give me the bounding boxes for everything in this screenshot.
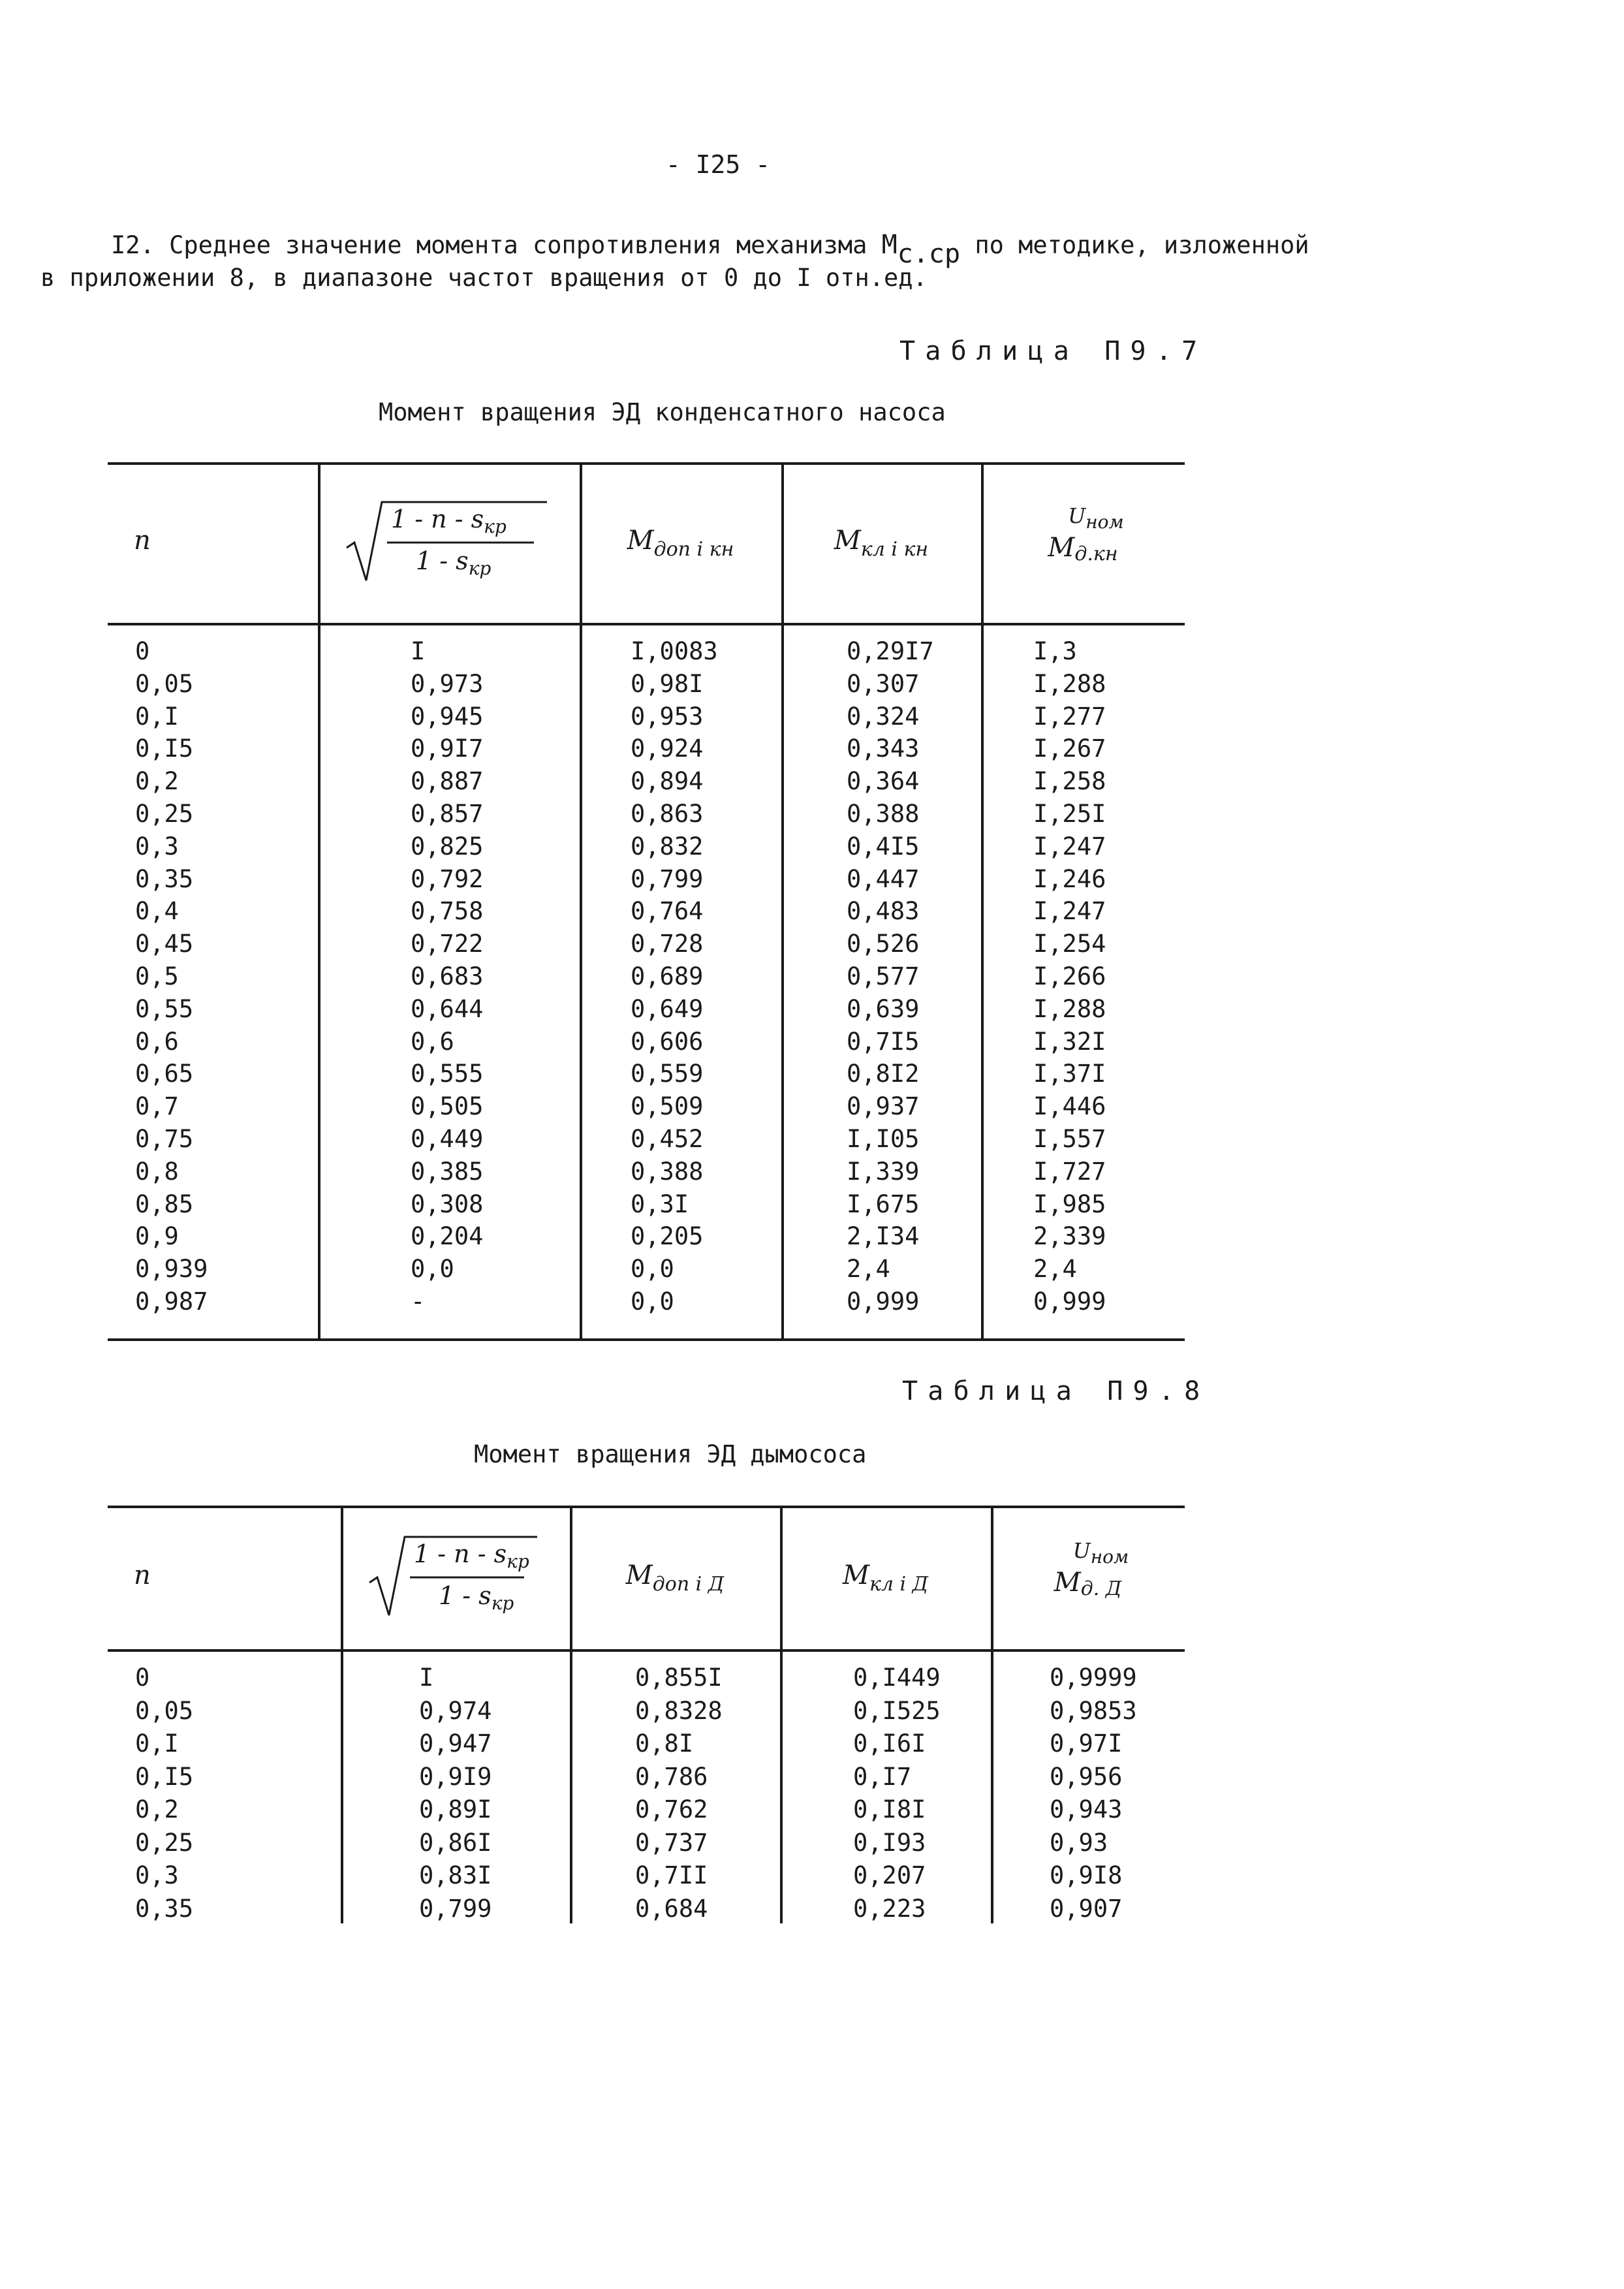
table-cell: 0,I93 bbox=[853, 1828, 926, 1857]
table-cell: I,258 bbox=[1033, 767, 1106, 796]
header-m-d-main bbox=[981, 533, 1185, 565]
table-cell: 0,832 bbox=[631, 832, 704, 860]
header-m-d-subscript: д.кн bbox=[1074, 543, 1118, 565]
header-m-kl-symbol: M bbox=[834, 526, 861, 556]
table-column-divider bbox=[580, 462, 582, 1341]
sqrt-numerator-subscript: кр bbox=[507, 1551, 529, 1572]
table-cell: I,32I bbox=[1033, 1027, 1106, 1056]
table-cell: 0,3I bbox=[631, 1190, 689, 1218]
paragraph-line-2: в приложении 8, в диапазоне частот вращения от 0 до I отн.ед. bbox=[40, 264, 928, 292]
table-cell: 0,75 bbox=[135, 1125, 194, 1153]
table-cell: I,247 bbox=[1033, 832, 1106, 860]
table2-caption: Таблица П9.8 bbox=[902, 1376, 1210, 1406]
table-cell: 0,483 bbox=[847, 897, 920, 926]
table-cell: 0,35 bbox=[135, 1894, 194, 1923]
table-cell: I,254 bbox=[1033, 930, 1106, 958]
table-cell: 0,684 bbox=[635, 1894, 708, 1923]
table-cell: 0,324 bbox=[847, 702, 920, 731]
header-m-dop-subscript: доп i Д bbox=[652, 1573, 725, 1596]
table-cell: 0,7II bbox=[635, 1861, 708, 1889]
header-u-nom bbox=[981, 503, 1185, 533]
sqrt-numerator-subscript: кр bbox=[484, 516, 507, 537]
header-u-symbol: U bbox=[1072, 1538, 1091, 1563]
table-cell: I,I05 bbox=[847, 1125, 920, 1153]
sqrt-denominator-text: 1 - s bbox=[416, 546, 469, 575]
table-cell: 0,447 bbox=[847, 864, 920, 893]
table-cell: I bbox=[411, 637, 426, 665]
table1 bbox=[108, 462, 1185, 1341]
table-cell: 0,308 bbox=[411, 1190, 484, 1218]
sqrt-denominator-subscript: кр bbox=[491, 1592, 514, 1614]
sqrt-denominator bbox=[416, 546, 491, 579]
table-cell: 0,887 bbox=[411, 767, 484, 796]
header-m-d-symbol: M bbox=[1054, 1568, 1081, 1598]
table-cell: I,985 bbox=[1033, 1190, 1106, 1218]
header-n: n bbox=[134, 526, 151, 556]
table-cell: 0,857 bbox=[411, 800, 484, 828]
table-cell: I,675 bbox=[847, 1190, 920, 1218]
table-cell: 0,307 bbox=[847, 669, 920, 698]
table-cell: 0,86I bbox=[419, 1828, 492, 1857]
table-cell: 0,364 bbox=[847, 767, 920, 796]
table-cell: 0,0 bbox=[631, 1287, 674, 1316]
table-cell: 0,606 bbox=[631, 1027, 704, 1056]
table-cell: 0,2 bbox=[135, 767, 179, 796]
table-cell: I,446 bbox=[1033, 1092, 1106, 1121]
table-cell: 0,722 bbox=[411, 930, 484, 958]
table-cell: 2,4 bbox=[1033, 1255, 1077, 1284]
table-cell: 0,97I bbox=[1050, 1729, 1123, 1758]
table-column-divider bbox=[341, 1506, 343, 1923]
header-m-dop bbox=[580, 526, 781, 561]
table-cell: 0,9I7 bbox=[411, 734, 484, 763]
table-cell: I,288 bbox=[1033, 669, 1106, 698]
table-cell: 0,9 bbox=[135, 1222, 179, 1251]
table-cell: 0,974 bbox=[419, 1696, 492, 1725]
table-cell: 0,5 bbox=[135, 962, 179, 990]
table-cell: 0,449 bbox=[411, 1125, 484, 1153]
table-cell: 0,I6I bbox=[853, 1729, 926, 1758]
table-cell: 0,792 bbox=[411, 864, 484, 893]
header-m-kl-subscript: кл i Д bbox=[869, 1573, 929, 1596]
table-top-rule bbox=[108, 1506, 1185, 1508]
table-cell: 0,3 bbox=[135, 832, 179, 860]
table-cell: 0 bbox=[135, 1664, 150, 1692]
header-m-d-symbol: M bbox=[1048, 533, 1075, 563]
table-cell: 0,639 bbox=[847, 994, 920, 1023]
table-cell: 0,I449 bbox=[853, 1664, 941, 1692]
table-cell: 0,943 bbox=[1050, 1795, 1123, 1823]
header-m-kl-symbol: M bbox=[842, 1560, 869, 1590]
sqrt-numerator bbox=[391, 505, 507, 537]
table-cell: I,557 bbox=[1033, 1125, 1106, 1153]
table-cell: 0,89I bbox=[419, 1795, 492, 1823]
table-cell: I,246 bbox=[1033, 864, 1106, 893]
header-m-kl-subscript: кл i кн bbox=[860, 538, 929, 561]
table-top-rule bbox=[108, 462, 1185, 465]
table-cell: 0,559 bbox=[631, 1060, 704, 1088]
table-column-divider bbox=[781, 462, 784, 1341]
table-cell: 0,939 bbox=[135, 1255, 208, 1284]
table-cell: 0,577 bbox=[847, 962, 920, 990]
table-cell: 0,6 bbox=[411, 1027, 454, 1056]
page-number: - I25 - bbox=[665, 150, 771, 179]
table-cell: 0,4I5 bbox=[847, 832, 920, 860]
table-cell: I,288 bbox=[1033, 994, 1106, 1023]
table-cell: 0,509 bbox=[631, 1092, 704, 1121]
table-cell: 2,4 bbox=[847, 1255, 890, 1284]
table-cell: 0,9I8 bbox=[1050, 1861, 1123, 1889]
table1-caption: Таблица П9.7 bbox=[899, 336, 1208, 366]
table-cell: 0,855I bbox=[635, 1664, 723, 1692]
header-m-dop-symbol: M bbox=[627, 526, 654, 556]
table-cell: 0,7I5 bbox=[847, 1027, 920, 1056]
table-cell: 0,8 bbox=[135, 1157, 179, 1186]
table-cell: 0,825 bbox=[411, 832, 484, 860]
table-cell: 0,83I bbox=[419, 1861, 492, 1889]
table-cell: 0,8328 bbox=[635, 1696, 723, 1725]
table-cell: 0,799 bbox=[631, 864, 704, 893]
table-cell: 0,452 bbox=[631, 1125, 704, 1153]
header-m-d-subscript: д. Д bbox=[1080, 1577, 1122, 1600]
table-cell: 0,764 bbox=[631, 897, 704, 926]
table-cell: 0,987 bbox=[135, 1287, 208, 1316]
table-cell: 0,953 bbox=[631, 702, 704, 731]
header-sqrt-formula bbox=[367, 1532, 544, 1623]
table-cell: 0,907 bbox=[1050, 1894, 1123, 1923]
table-cell: I,277 bbox=[1033, 702, 1106, 731]
table-cell: 0,I7 bbox=[853, 1762, 912, 1791]
table-cell: 0,29I7 bbox=[847, 637, 934, 665]
header-m-dop-subscript: доп i кн bbox=[653, 538, 734, 561]
table-cell: 0,207 bbox=[853, 1861, 926, 1889]
table2 bbox=[108, 1506, 1185, 1923]
header-m-d bbox=[981, 503, 1185, 565]
header-n: n bbox=[134, 1560, 151, 1590]
header-m-kl bbox=[780, 1560, 991, 1596]
table-cell: I,3 bbox=[1033, 637, 1077, 665]
paragraph-text-after: по методике, изложенной bbox=[960, 231, 1309, 259]
table-cell: 0,505 bbox=[411, 1092, 484, 1121]
table-cell: 0,683 bbox=[411, 962, 484, 990]
table-cell: 0,388 bbox=[847, 800, 920, 828]
table-cell: 0,I bbox=[135, 702, 179, 731]
table-cell: 0,4 bbox=[135, 897, 179, 926]
table-cell: 0,786 bbox=[635, 1762, 708, 1791]
table-cell: 0,999 bbox=[1033, 1287, 1106, 1316]
header-m-dop bbox=[570, 1560, 780, 1596]
table-cell: 0,388 bbox=[631, 1157, 704, 1186]
table-cell: 0,644 bbox=[411, 994, 484, 1023]
paragraph-text-before: I2. Среднее значение момента сопротивления механизма bbox=[111, 231, 882, 259]
table-cell: 0,I525 bbox=[853, 1696, 941, 1725]
table-cell: 0,204 bbox=[411, 1222, 484, 1251]
torque-symbol-subscript: с.ср bbox=[897, 239, 961, 269]
table-cell: 0,9I9 bbox=[419, 1762, 492, 1791]
table-header-rule bbox=[108, 623, 1185, 625]
table-cell: 0,35 bbox=[135, 864, 194, 893]
table-cell: 0,758 bbox=[411, 897, 484, 926]
table-cell: 0,689 bbox=[631, 962, 704, 990]
table-cell: I,25I bbox=[1033, 800, 1106, 828]
table-cell: 0,762 bbox=[635, 1795, 708, 1823]
table-cell: - bbox=[411, 1287, 426, 1316]
table-cell: 0,I bbox=[135, 1729, 179, 1758]
table-cell: 0,I5 bbox=[135, 1762, 194, 1791]
header-m-dop-symbol: M bbox=[625, 1560, 653, 1590]
table-cell: I bbox=[419, 1664, 434, 1692]
table-cell: 0,55 bbox=[135, 994, 194, 1023]
table-cell: 0,9999 bbox=[1050, 1664, 1137, 1692]
table-cell: 0,45 bbox=[135, 930, 194, 958]
header-m-kl bbox=[781, 526, 981, 561]
sqrt-numerator-text: 1 - n - s bbox=[414, 1539, 507, 1568]
table-cell: I,266 bbox=[1033, 962, 1106, 990]
table-cell: 0,737 bbox=[635, 1828, 708, 1857]
table-cell: 0,385 bbox=[411, 1157, 484, 1186]
sqrt-numerator-text: 1 - n - s bbox=[391, 505, 484, 533]
table-cell: 0,205 bbox=[631, 1222, 704, 1251]
table-cell: 0,728 bbox=[631, 930, 704, 958]
table-cell: 0,894 bbox=[631, 767, 704, 796]
table-cell: I,727 bbox=[1033, 1157, 1106, 1186]
header-m-d-main bbox=[991, 1568, 1185, 1600]
table-column-divider bbox=[318, 462, 320, 1341]
table-cell: 2,I34 bbox=[847, 1222, 920, 1251]
table-cell: 0,05 bbox=[135, 669, 194, 698]
table-cell: 0,93 bbox=[1050, 1828, 1108, 1857]
table-cell: 0,9853 bbox=[1050, 1696, 1137, 1725]
header-sqrt-formula bbox=[344, 497, 554, 588]
table-cell: 0,526 bbox=[847, 930, 920, 958]
paragraph-line-1 bbox=[111, 230, 1309, 269]
table-cell: 0,924 bbox=[631, 734, 704, 763]
table-cell: 0,7 bbox=[135, 1092, 179, 1121]
table-cell: 0,98I bbox=[631, 669, 704, 698]
sqrt-numerator bbox=[414, 1539, 529, 1572]
table-cell: 0,05 bbox=[135, 1696, 194, 1725]
table-cell: I,339 bbox=[847, 1157, 920, 1186]
table-cell: 0,947 bbox=[419, 1729, 492, 1758]
table-cell: 0,799 bbox=[419, 1894, 492, 1923]
table-cell: 0,8I bbox=[635, 1729, 694, 1758]
table-cell: 0,555 bbox=[411, 1060, 484, 1088]
table-cell: 0,0 bbox=[411, 1255, 454, 1284]
table-cell: 0,8I2 bbox=[847, 1060, 920, 1088]
table-cell: 0,85 bbox=[135, 1190, 194, 1218]
table-cell: 0,25 bbox=[135, 800, 194, 828]
table-cell: I,247 bbox=[1033, 897, 1106, 926]
table-column-divider bbox=[981, 462, 984, 1341]
table-cell: 0,937 bbox=[847, 1092, 920, 1121]
header-u-nom bbox=[991, 1538, 1185, 1568]
table-cell: 0,3 bbox=[135, 1861, 179, 1889]
table-cell: I,0083 bbox=[631, 637, 718, 665]
table-cell: 0,863 bbox=[631, 800, 704, 828]
sqrt-denominator-subscript: кр bbox=[468, 558, 492, 579]
table-cell: 0,6 bbox=[135, 1027, 179, 1056]
table-cell: 0,343 bbox=[847, 734, 920, 763]
header-u-subscript: ном bbox=[1085, 511, 1124, 533]
table-cell: 0,I5 bbox=[135, 734, 194, 763]
table-cell: 0,2 bbox=[135, 1795, 179, 1823]
table2-title: Момент вращения ЭД дымососа bbox=[474, 1440, 867, 1468]
table-cell: 0 bbox=[135, 637, 150, 665]
sqrt-denominator bbox=[439, 1581, 514, 1614]
header-u-subscript: ном bbox=[1090, 1546, 1129, 1568]
table-cell: I,37I bbox=[1033, 1060, 1106, 1088]
table-cell: 0,25 bbox=[135, 1828, 194, 1857]
table-cell: 0,65 bbox=[135, 1060, 194, 1088]
table-header-rule bbox=[108, 1649, 1185, 1652]
table-cell: 0,956 bbox=[1050, 1762, 1123, 1791]
table-cell: 0,223 bbox=[853, 1894, 926, 1923]
table-bottom-rule bbox=[108, 1338, 1185, 1341]
table-cell: 0,999 bbox=[847, 1287, 920, 1316]
table-cell: 0,973 bbox=[411, 669, 484, 698]
header-m-d bbox=[991, 1538, 1185, 1600]
torque-symbol: M bbox=[881, 230, 898, 260]
table-cell: 0,0 bbox=[631, 1255, 674, 1284]
table-cell: I,267 bbox=[1033, 734, 1106, 763]
sqrt-denominator-text: 1 - s bbox=[439, 1581, 492, 1610]
table-cell: 0,I8I bbox=[853, 1795, 926, 1823]
table1-title: Момент вращения ЭД конденсатного насоса bbox=[379, 398, 946, 426]
header-u-symbol: U bbox=[1068, 503, 1086, 528]
table-cell: 0,649 bbox=[631, 994, 704, 1023]
table-cell: 0,945 bbox=[411, 702, 484, 731]
table-cell: 2,339 bbox=[1033, 1222, 1106, 1251]
